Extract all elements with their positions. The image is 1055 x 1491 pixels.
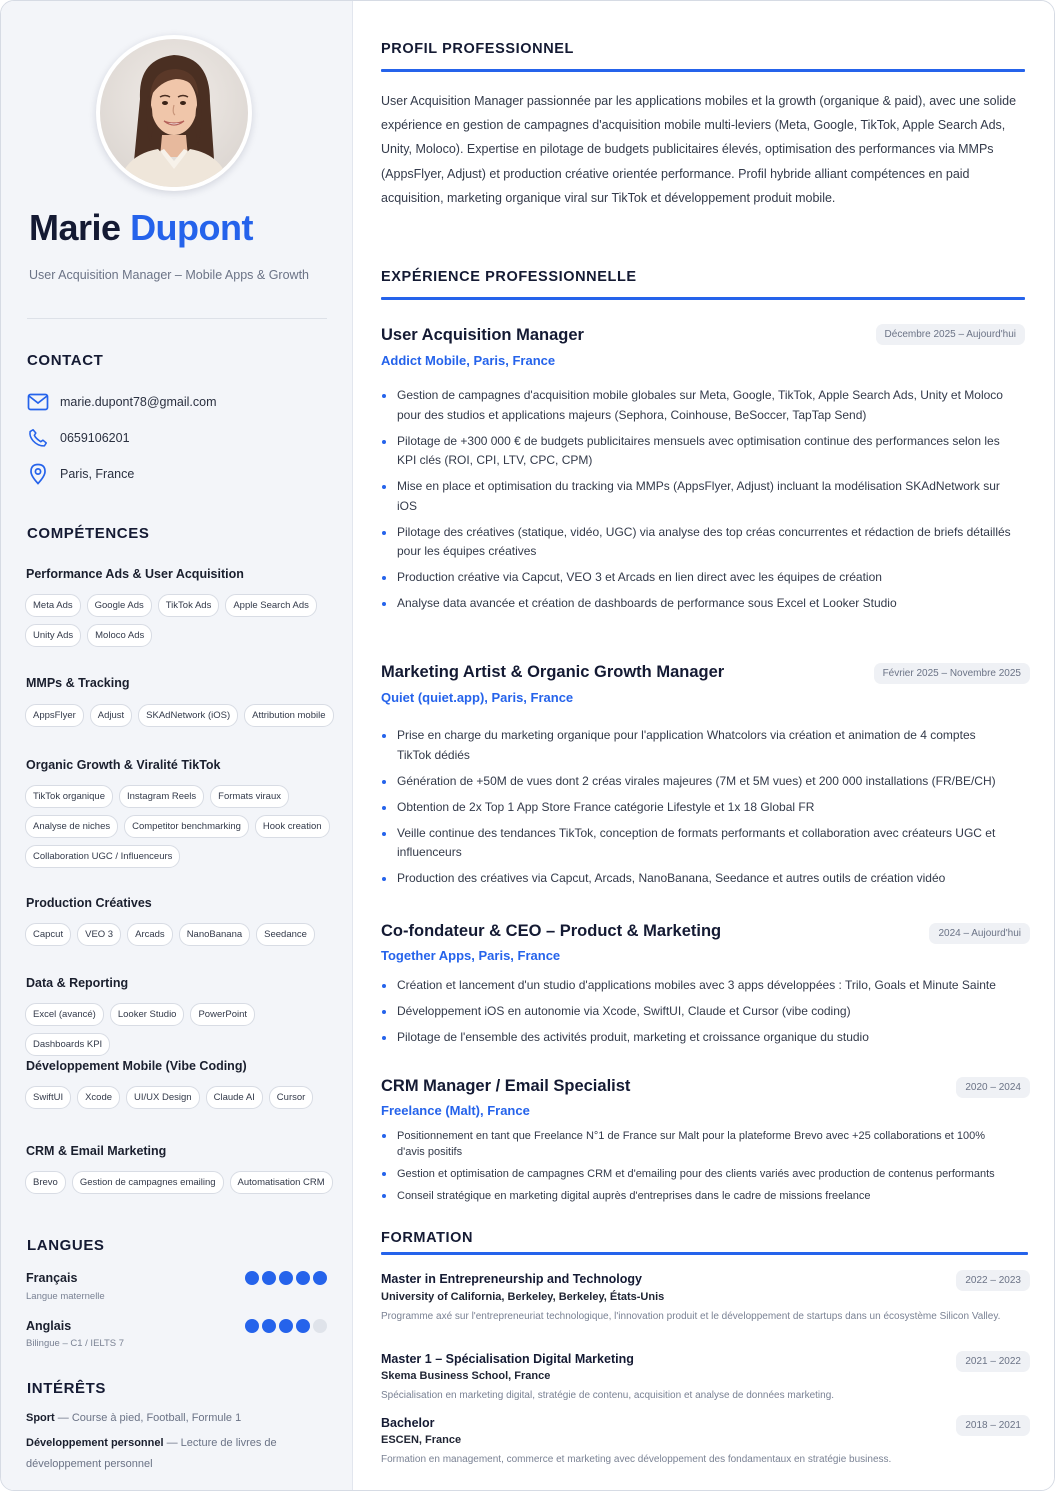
list-item: Positionnement en tant que Freelance N°1 de France sur Malt pour la plateforme Brevo avec +25 collaborations et 100% d'avis positifs <box>381 1128 1011 1160</box>
rating-dot-filled <box>245 1319 259 1333</box>
skill-tag: Looker Studio <box>110 1003 185 1026</box>
rating-dot-filled <box>296 1319 310 1333</box>
language-name: Français <box>26 1271 78 1285</box>
skill-tag: Apple Search Ads <box>225 594 317 617</box>
list-item: Pilotage des créatives (statique, vidéo, UGC) via analyse des top créas concurrentes et rédaction de briefs détaillés pour les équipes créatives <box>381 523 1011 562</box>
rating-dot-filled <box>313 1271 327 1285</box>
list-item: Conseil stratégique en marketing digital auprès d'entreprises dans le cadre de missions freelance <box>381 1188 1011 1204</box>
list-item: Analyse data avancée et création de dashboards de performance sous Excel et Looker Studio <box>381 594 1011 614</box>
mail-icon <box>27 391 49 413</box>
job-bullets <box>381 726 1011 895</box>
list-item: Pilotage de l'ensemble des activités produit, marketing et croissance organique du studio <box>381 1028 1011 1048</box>
skill-tag: Brevo <box>25 1171 66 1194</box>
skill-tag: Adjust <box>90 704 132 727</box>
phone-text: 0659106201 <box>60 431 130 445</box>
skill-tag: Collaboration UGC / Influenceurs <box>25 845 180 868</box>
rating-dot-filled <box>279 1271 293 1285</box>
rating-dot-filled <box>279 1319 293 1333</box>
skill-tag: SwiftUI <box>25 1086 71 1109</box>
language-level: Langue maternelle <box>26 1291 105 1302</box>
skill-tag: Unity Ads <box>25 624 81 647</box>
skill-tag: Excel (avancé) <box>25 1003 104 1026</box>
skill-tag: PowerPoint <box>190 1003 255 1026</box>
skill-tag: SKAdNetwork (iOS) <box>138 704 238 727</box>
degree-title: Bachelor <box>381 1416 435 1430</box>
education-description: Programme axé sur l'entrepreneuriat technologique, l'innovation produit et le développement de startups dans un écosystème Silicon Valley. <box>381 1311 1001 1322</box>
candidate-headline: User Acquisition Manager – Mobile Apps & Growth <box>29 268 309 282</box>
skill-tag: Xcode <box>77 1086 120 1109</box>
sidebar <box>1 1 353 1491</box>
job-company: Together Apps, Paris, France <box>381 948 561 963</box>
skill-tag: Automatisation CRM <box>230 1171 333 1194</box>
contact-phone[interactable] <box>27 426 130 450</box>
location-text: Paris, France <box>60 467 135 481</box>
language-rating <box>245 1271 327 1285</box>
list-item: Pilotage de +300 000 € de budgets publicitaires mensuels avec optimisation continue des performances selon les KPI clés (ROI, CPI, LTV, CPC, CPM) <box>381 432 1011 471</box>
job-bullets <box>381 386 1011 620</box>
candidate-name <box>29 207 253 249</box>
rating-dot-empty <box>313 1319 327 1333</box>
education-description: Spécialisation en marketing digital, stratégie de contenu, acquisition et analyse de données marketing. <box>381 1390 835 1401</box>
skill-tag: NanoBanana <box>179 923 250 946</box>
skill-tag: Moloco Ads <box>87 624 152 647</box>
rating-dot-filled <box>262 1319 276 1333</box>
job-date-badge: Décembre 2025 – Aujourd'hui <box>876 324 1025 345</box>
education-date-badge: 2018 – 2021 <box>956 1415 1030 1436</box>
education-description: Formation en management, commerce et marketing avec développement des fondamentaux en stratégie business. <box>381 1454 892 1465</box>
first-name: Marie <box>29 207 121 248</box>
list-item: Veille continue des tendances TikTok, conception de formats performants et collaboration avec créateurs UGC et influenceurs <box>381 824 1011 863</box>
job-date-badge: Février 2025 – Novembre 2025 <box>874 663 1030 684</box>
job-company: Addict Mobile, Paris, France <box>381 353 556 368</box>
skill-tag: Seedance <box>256 923 315 946</box>
education-heading: FORMATION <box>381 1230 474 1246</box>
skill-tag: Gestion de campagnes emailing <box>72 1171 224 1194</box>
job-title: User Acquisition Manager <box>381 326 584 344</box>
job-bullets <box>381 1128 1011 1210</box>
skill-tag: Formats viraux <box>210 785 289 808</box>
contact-location <box>27 462 134 486</box>
list-item: Obtention de 2x Top 1 App Store France catégorie Lifestyle et 1x 18 Global FR <box>381 798 1011 818</box>
interests-heading: INTÉRÊTS <box>27 1380 106 1397</box>
skill-tag: Attribution mobile <box>244 704 333 727</box>
job-title: CRM Manager / Email Specialist <box>381 1077 631 1095</box>
section-rule <box>381 297 1025 300</box>
language-rating <box>245 1319 327 1333</box>
skill-group-title: Développement Mobile (Vibe Coding) <box>26 1059 247 1073</box>
skill-tag: Google Ads <box>87 594 152 617</box>
skill-group-title: CRM & Email Marketing <box>26 1144 167 1158</box>
skill-tag: TikTok Ads <box>158 594 220 617</box>
skill-group-title: Organic Growth & Viralité TikTok <box>26 758 221 772</box>
skill-tags <box>25 785 343 868</box>
skill-group-title: Performance Ads & User Acquisition <box>26 567 244 581</box>
skill-tags <box>25 1171 343 1194</box>
skill-tag: UI/UX Design <box>126 1086 200 1109</box>
skill-tag: Analyse de niches <box>25 815 118 838</box>
experience-heading: EXPÉRIENCE PROFESSIONNELLE <box>381 269 637 285</box>
interest-text: — Course à pied, Football, Formule 1 <box>54 1412 242 1424</box>
skill-tags <box>25 594 343 647</box>
job-company: Freelance (Malt), France <box>381 1103 530 1118</box>
rating-dot-filled <box>245 1271 259 1285</box>
skill-group-title: MMPs & Tracking <box>26 676 130 690</box>
contact-email[interactable] <box>27 390 217 414</box>
list-item: Développement iOS en autonomie via Xcode, SwiftUI, Claude et Cursor (vibe coding) <box>381 1002 1011 1022</box>
skill-tags <box>25 923 343 946</box>
skill-tag: VEO 3 <box>77 923 121 946</box>
job-title: Co-fondateur & CEO – Product & Marketing <box>381 922 722 940</box>
skill-tag: Dashboards KPI <box>25 1033 110 1056</box>
location-pin-icon <box>27 463 49 485</box>
job-date-badge: 2020 – 2024 <box>956 1077 1030 1098</box>
skill-group-title: Production Créatives <box>26 896 152 910</box>
job-bullets <box>381 976 1011 1054</box>
main-content <box>354 1 1055 1491</box>
section-rule <box>381 69 1025 72</box>
list-item: Création et lancement d'un studio d'applications mobiles avec 3 apps développées : Trilo, Goals et Minute Sainte <box>381 976 1011 996</box>
education-date-badge: 2022 – 2023 <box>956 1270 1030 1291</box>
interest-label: Développement personnel <box>26 1437 164 1449</box>
contact-heading: CONTACT <box>27 352 104 369</box>
list-item: Prise en charge du marketing organique pour l'application Whatcolors via création et animation de 4 comptes TikTok dédiés <box>381 726 1011 765</box>
phone-icon <box>27 427 49 449</box>
school-name: Skema Business School, France <box>381 1370 551 1382</box>
skill-tag: TikTok organique <box>25 785 113 808</box>
profile-photo <box>96 35 252 191</box>
language-level: Bilingue – C1 / IELTS 7 <box>26 1338 125 1349</box>
skill-tags <box>25 1003 343 1056</box>
school-name: University of California, Berkeley, Berkeley, États-Unis <box>381 1291 665 1303</box>
list-item: Gestion de campagnes d'acquisition mobile globales sur Meta, Google, TikTok, Apple Search Ads, Unity et Moloco pour des studios et applications majeurs (Sephora, Coinhouse, BeSoccer, TapTap Send) <box>381 386 1011 425</box>
interest-item <box>26 1408 326 1429</box>
degree-title: Master 1 – Spécialisation Digital Marketing <box>381 1352 634 1366</box>
skill-group-title: Data & Reporting <box>26 976 129 990</box>
education-date-badge: 2021 – 2022 <box>956 1351 1030 1372</box>
email-text: marie.dupont78@gmail.com <box>60 395 217 409</box>
language-name: Anglais <box>26 1319 72 1333</box>
last-name: Dupont <box>130 207 254 248</box>
profile-heading: PROFIL PROFESSIONNEL <box>381 41 575 57</box>
interest-label: Sport <box>26 1412 55 1424</box>
skill-tag: Hook creation <box>255 815 330 838</box>
profile-summary: User Acquisition Manager passionnée par les applications mobiles et la growth (organique & paid), avec une solide expérience en gestion de campagnes d'acquisition mobile multi-leviers (Meta, Google, TikTok, Apple Search Ads, Unity, Moloco). Expertise en pilotage de budgets publicitaires élevés, optimisation des performances via MMPs (AppsFlyer, Adjust) et production créative orientée performance. Profil hybride alliant compétences en paid acquisition, marketing organique viral sur TikTok et développement produit mobile. <box>381 94 1017 205</box>
job-title: Marketing Artist & Organic Growth Manager <box>381 663 725 681</box>
list-item: Production créative via Capcut, VEO 3 et Arcads en lien direct avec les équipes de création <box>381 568 1011 588</box>
skill-tags <box>25 704 343 727</box>
degree-title: Master in Entrepreneurship and Technology <box>381 1272 642 1286</box>
skill-tag: AppsFlyer <box>25 704 84 727</box>
skill-tag: Claude AI <box>206 1086 263 1109</box>
school-name: ESCEN, France <box>381 1434 462 1446</box>
rating-dot-filled <box>296 1271 310 1285</box>
rating-dot-filled <box>262 1271 276 1285</box>
skill-tag: Capcut <box>25 923 71 946</box>
list-item: Gestion et optimisation de campagnes CRM et d'emailing pour des clients variés avec production de contenus performants <box>381 1166 1011 1182</box>
job-date-badge: 2024 – Aujourd'hui <box>929 923 1030 944</box>
list-item: Production des créatives via Capcut, Arcads, NanoBanana, Seedance et autres outils de création vidéo <box>381 869 1011 889</box>
languages-heading: LANGUES <box>27 1237 105 1254</box>
interest-item <box>26 1433 326 1475</box>
skill-tag: Meta Ads <box>25 594 81 617</box>
section-rule <box>381 1252 1028 1255</box>
skill-tag: Cursor <box>269 1086 314 1109</box>
skill-tag: Arcads <box>127 923 173 946</box>
job-company: Quiet (quiet.app), Paris, France <box>381 690 574 705</box>
skill-tag: Instagram Reels <box>119 785 204 808</box>
portrait-image <box>100 39 248 187</box>
list-item: Mise en place et optimisation du tracking via MMPs (AppsFlyer, Adjust) incluant la modélisation SKAdNetwork sur iOS <box>381 477 1011 516</box>
skills-heading: COMPÉTENCES <box>27 525 150 542</box>
skill-tag: Competitor benchmarking <box>124 815 249 838</box>
skill-tags <box>25 1086 343 1109</box>
interest-text: — Lecture de livres de développement personnel <box>26 1437 277 1470</box>
list-item: Génération de +50M de vues dont 2 créas virales majeures (7M et 5M vues) et 200 000 installations (FR/BE/CH) <box>381 772 1011 792</box>
sidebar-divider <box>27 318 327 319</box>
